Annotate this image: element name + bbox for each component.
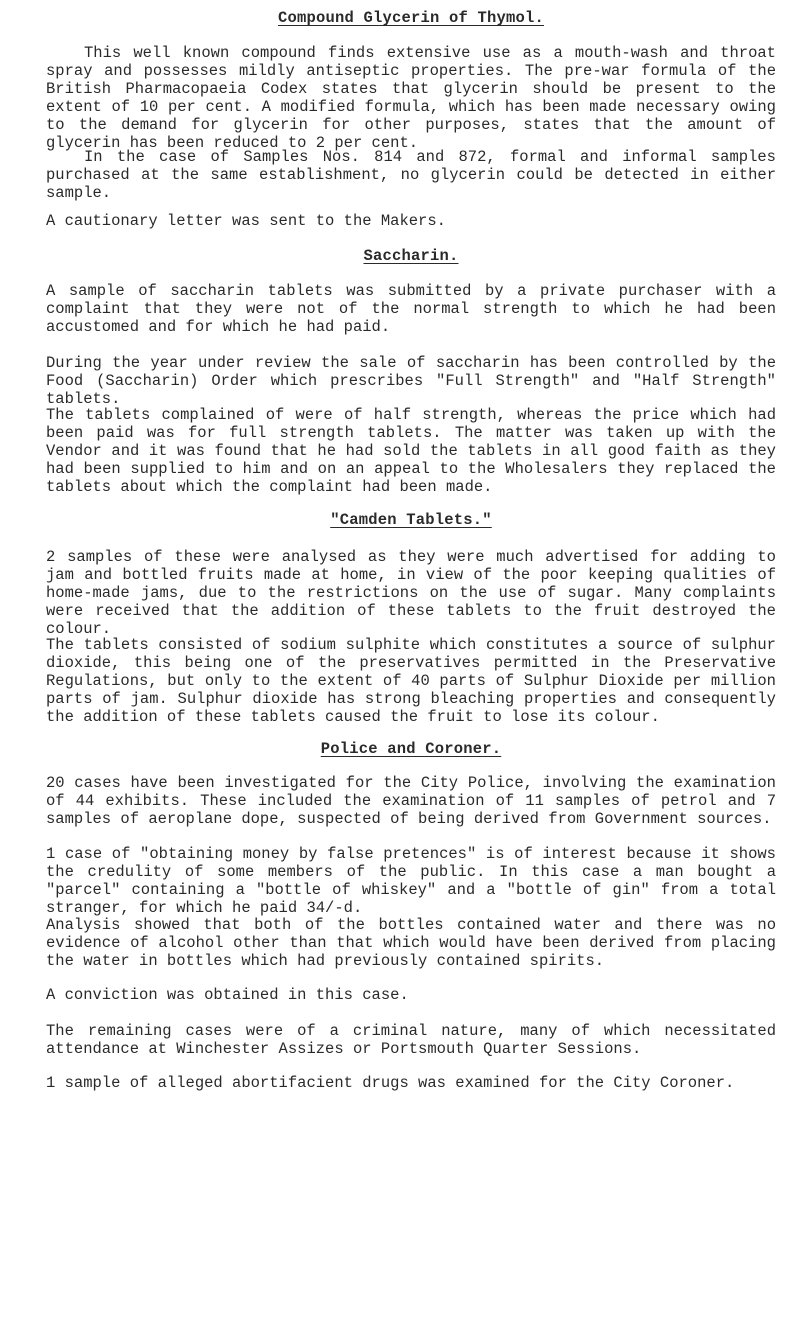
heading-saccharin: Saccharin. bbox=[363, 247, 459, 265]
paragraph-analysis-result: Analysis showed that both of the bottles contained water and there was no evidence of alcohol other than that which would have been derived from placing the water in bottles which had previously contained spirits. bbox=[46, 916, 776, 970]
paragraph-camden-samples: 2 samples of these were analysed as they were much advertised for adding to jam and bottled fruits made at home, in view of the poor keeping qualities of home-made jams, due to the restrictions on the use of sugar. Many complaints were received that the addition of these tablets to the fruit destroyed the colour. bbox=[46, 548, 776, 638]
paragraph-saccharin-outcome: The tablets complained of were of half strength, whereas the price which had been paid was for full strength tablets. The matter was taken up with the Vendor and it was found that he had sold the tablets in all good faith as they had been supplied to him and on an appeal to the Wholesalers they replaced the tablets about which the complaint had been made. bbox=[46, 406, 776, 496]
paragraph-police-cases: 20 cases have been investigated for the City Police, involving the examination of 44 exhibits. These included the examination of 11 samples of petrol and 7 samples of aeroplane dope, suspected of being derived from Government sources. bbox=[46, 774, 776, 828]
paragraph-false-pretences: 1 case of "obtaining money by false pretences" is of interest because it shows the credulity of some members of the public. In this case a man bought a "parcel" containing a "bottle of whiskey" and a "bottle of gin" from a total stranger, for which he paid 34/-d. bbox=[46, 845, 776, 917]
paragraph-thymol-samples: In the case of Samples Nos. 814 and 872, formal and informal samples purchased at the same establishment, no glycerin could be detected in either sample. bbox=[46, 148, 776, 202]
paragraph-remaining-cases: The remaining cases were of a criminal nature, many of which necessitated attendance at Winchester Assizes or Portsmouth Quarter Sessions. bbox=[46, 1022, 776, 1058]
heading-thymol: Compound Glycerin of Thymol. bbox=[277, 9, 545, 27]
paragraph-saccharin-order: During the year under review the sale of saccharin has been controlled by the Food (Saccharin) Order which prescribes "Full Strength" and "Half Strength" tablets. bbox=[46, 354, 776, 408]
paragraph-thymol-description: This well known compound finds extensive use as a mouth-wash and throat spray and possesses mildly antiseptic properties. The pre-war formula of the British Pharmacopaeia Codex states that glycerin should be present to the extent of 10 per cent. A modified formula, which has been made necessary owing to the demand for glycerin for other purposes, states that the amount of glycerin has been reduced to 2 per cent. bbox=[46, 44, 776, 152]
heading-police-coroner: Police and Coroner. bbox=[320, 740, 502, 758]
paragraph-thymol-letter: A cautionary letter was sent to the Makers. bbox=[46, 212, 446, 230]
heading-camden-tablets: "Camden Tablets." bbox=[330, 511, 492, 529]
paragraph-saccharin-complaint: A sample of saccharin tablets was submitted by a private purchaser with a complaint that they were not of the normal strength to which he had been accustomed and for which he had paid. bbox=[46, 282, 776, 336]
paragraph-camden-composition: The tablets consisted of sodium sulphite which constitutes a source of sulphur dioxide, this being one of the preservatives permitted in the Preservative Regulations, but only to the extent of 40 parts of Sulphur Dioxide per million parts of jam. Sulphur dioxide has strong bleaching properties and consequently the addition of these tablets caused the fruit to lose its colour. bbox=[46, 636, 776, 726]
paragraph-coroner-sample: 1 sample of alleged abortifacient drugs was examined for the City Coroner. bbox=[46, 1074, 735, 1092]
paragraph-conviction: A conviction was obtained in this case. bbox=[46, 986, 409, 1004]
